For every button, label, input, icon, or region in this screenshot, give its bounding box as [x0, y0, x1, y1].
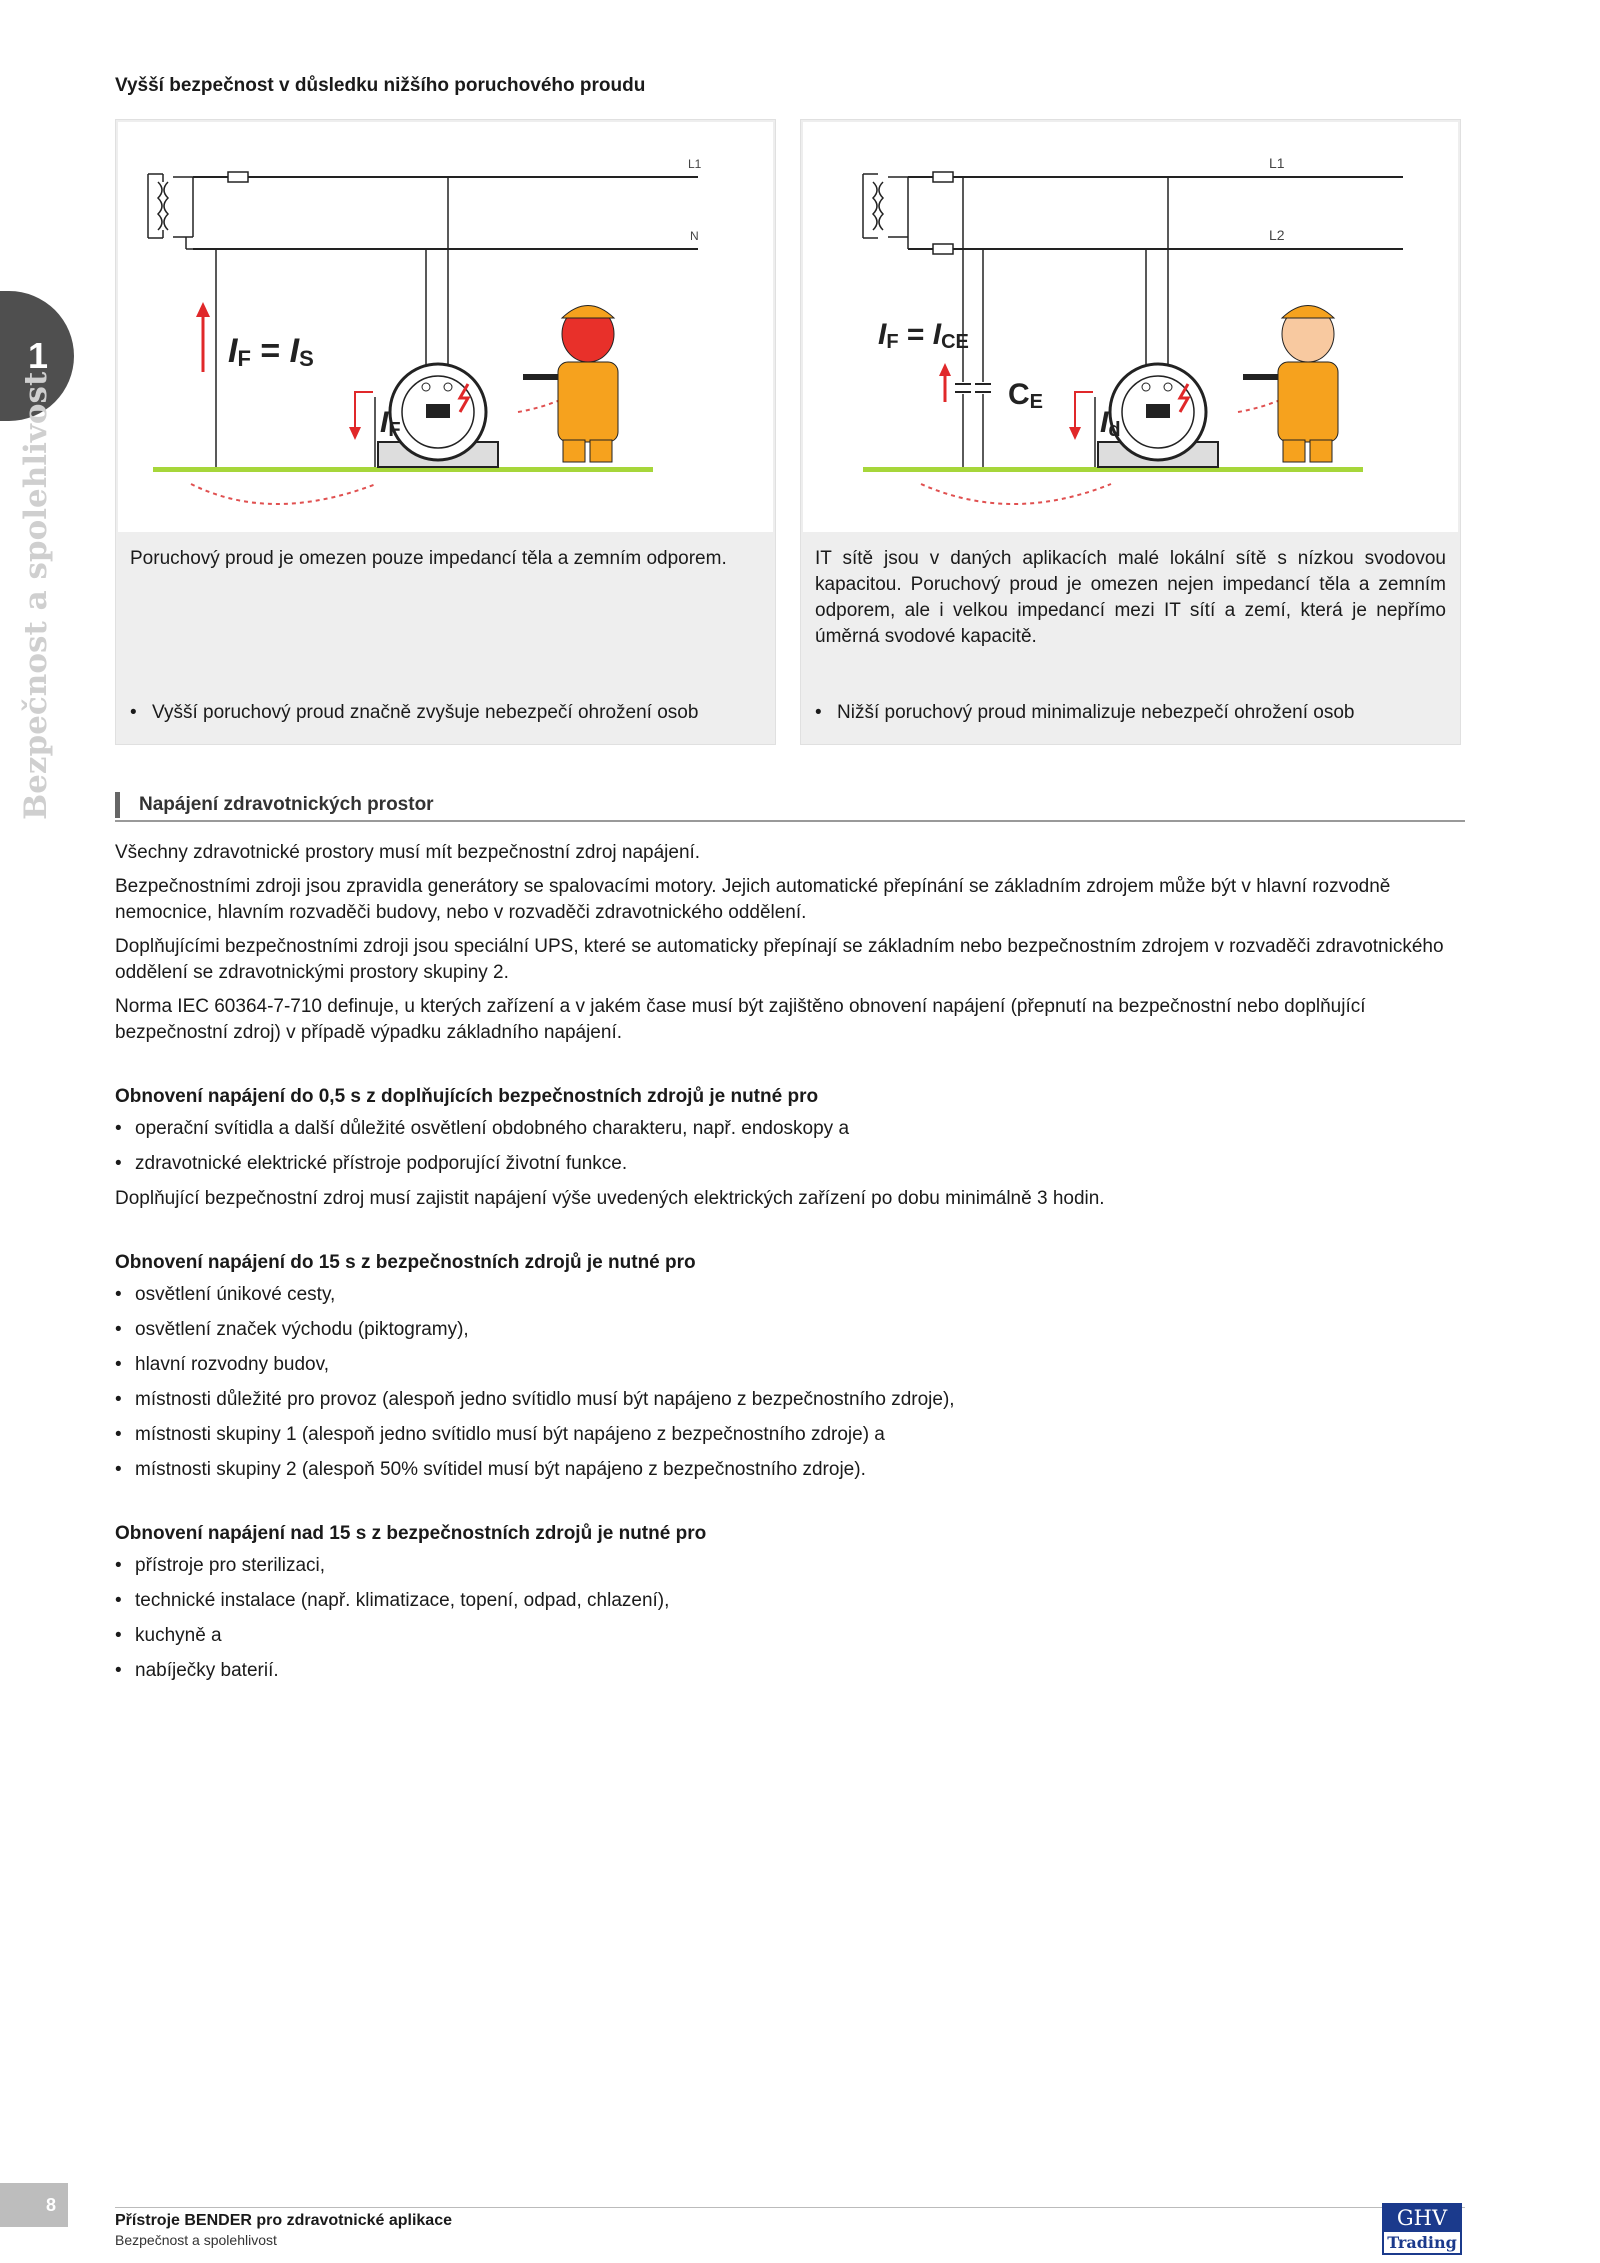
- formula-if-ice: IF = ICE: [878, 318, 969, 353]
- list-item: • zdravotnické elektrické přístroje podporující životní funkce.: [115, 1151, 1465, 1177]
- list-item: • osvětlení značek východu (piktogramy),: [115, 1317, 1465, 1343]
- arrow-down-icon: [1069, 427, 1081, 440]
- section-heading-bar: [115, 792, 120, 818]
- figure-title: Vyšší bezpečnost v důsledku nižšího poruchového proudu: [115, 75, 646, 96]
- list-item: • osvětlení únikové cesty,: [115, 1282, 1465, 1308]
- paragraph: Doplňujícími bezpečnostními zdroji jsou speciální UPS, které se automaticky přepínají se základním nebo bezpečnostním zdrojem v rozvaděči zdravotnického oddělení se zdravotnickými prostory skupiny 2.: [115, 936, 1444, 983]
- panel-left-description: Poruchový proud je omezen pouze impedancí těla a zemním odporem.: [130, 548, 727, 569]
- chapter-number: 1: [27, 335, 49, 376]
- arrow-up-icon: [939, 363, 951, 376]
- list-item: • místnosti důležité pro provoz (alespoň jedno svítidlo musí být napájeno z bezpečnostního zdroje),: [115, 1387, 1465, 1413]
- list-0-5s: [115, 1116, 1465, 1177]
- list-item: • místnosti skupiny 1 (alespoň jedno svítidlo musí být napájeno z bezpečnostního zdroje) a: [115, 1422, 1465, 1448]
- subheading-15s: Obnovení napájení do 15 s z bezpečnostních zdrojů je nutné pro: [115, 1252, 696, 1273]
- ghv-trading-logo: [1382, 2203, 1462, 2255]
- section-heading: [115, 792, 1465, 822]
- list-over-15s: [115, 1553, 1465, 1684]
- label-if: IF: [380, 406, 401, 441]
- page-number: 8: [0, 2183, 68, 2227]
- panel-it-system: [800, 119, 1461, 745]
- arrow-down-icon: [349, 427, 361, 440]
- label-n: N: [690, 229, 699, 243]
- formula-if-is: IF = IS: [228, 332, 314, 371]
- worker-safe-figure: [1243, 306, 1338, 463]
- logo-top-text: GHV: [1384, 2205, 1460, 2232]
- section-content: [115, 840, 1465, 1693]
- list-item: • nabíječky baterií.: [115, 1658, 1465, 1684]
- label-id: Id: [1100, 406, 1121, 441]
- circuit-diagram-right: [803, 122, 1458, 532]
- diagram-it-system: [803, 122, 1458, 532]
- logo-bottom-text: Trading: [1387, 2233, 1457, 2252]
- worker-shocked-figure: [523, 306, 618, 463]
- footer-subtitle: Bezpečnost a spolehlivost: [115, 2232, 277, 2248]
- footer-title: Přístroje BENDER pro zdravotnické aplikace: [115, 2212, 452, 2229]
- list-15s: [115, 1282, 1465, 1483]
- subheading-over-15s: Obnovení napájení nad 15 s z bezpečnostních zdrojů je nutné pro: [115, 1523, 707, 1544]
- arrow-up-icon: [196, 302, 210, 317]
- panel-right-bullet: • Nižší poruchový proud minimalizuje nebezpečí ohrožení osob: [815, 702, 1355, 723]
- label-l1: L1: [688, 157, 702, 171]
- list-item: • místnosti skupiny 2 (alespoň 50% svítidel musí být napájeno z bezpečnostního zdroje).: [115, 1457, 1465, 1483]
- list-item: • přístroje pro sterilizaci,: [115, 1553, 1465, 1579]
- label-ce: CE: [1008, 378, 1044, 413]
- footer-divider: [115, 2207, 1465, 2208]
- list-item: • kuchyně a: [115, 1623, 1465, 1649]
- subheading-0-5s: Obnovení napájení do 0,5 s z doplňujících bezpečnostních zdrojů je nutné pro: [115, 1086, 819, 1107]
- label-l2: L2: [1269, 227, 1285, 243]
- label-l1-right: L1: [1269, 155, 1285, 171]
- panel-left-bullet: • Vyšší poruchový proud značně zvyšuje nebezpečí ohrožení osob: [130, 702, 699, 723]
- paragraph: Norma IEC 60364-7-710 definuje, u kterých zařízení a v jakém čase musí být zajištěno obnovení napájení (přepnutí na bezpečnostní nebo doplňující bezpečnostní zdroj) v případě výpadku základního napájení.: [115, 996, 1366, 1043]
- circuit-diagram-left: [118, 122, 773, 532]
- section-title: Napájení zdravotnických prostor: [139, 794, 434, 815]
- paragraph: Bezpečnostními zdroji jsou zpravidla generátory se spalovacími motory. Jejich automatické přepínání se základním zdrojem může být v hlavní rozvodně nemocnice, hlavním rozvaděči budovy, nebo v rozvaděči zdravotnického oddělení.: [115, 876, 1391, 923]
- list-item: • technické instalace (např. klimatizace, topení, odpad, chlazení),: [115, 1588, 1465, 1614]
- panel-right-description: IT sítě jsou v daných aplikacích malé lokální sítě s nízkou svodovou kapacitou. Poruchový proud je omezen nejen impedancí těla a zemním odporem, ale i velkou impedancí mezi IT sítí a zemí, která je nepřímo úměrná svodové kapacitě.: [815, 548, 1446, 647]
- paragraph: Všechny zdravotnické prostory musí mít bezpečnostní zdroj napájení.: [115, 842, 701, 863]
- diagram-tn-system: [118, 122, 773, 532]
- paragraph-note: Doplňující bezpečnostní zdroj musí zajistit napájení výše uvedených elektrických zařízení po dobu minimálně 3 hodin.: [115, 1188, 1105, 1209]
- list-item: • operační svítidla a další důležité osvětlení obdobného charakteru, např. endoskopy a: [115, 1116, 1465, 1142]
- chapter-title-vertical: Bezpečnost a spolehlivost: [18, 371, 54, 820]
- list-item: • hlavní rozvodny budov,: [115, 1352, 1465, 1378]
- panel-tn-system: [115, 119, 776, 745]
